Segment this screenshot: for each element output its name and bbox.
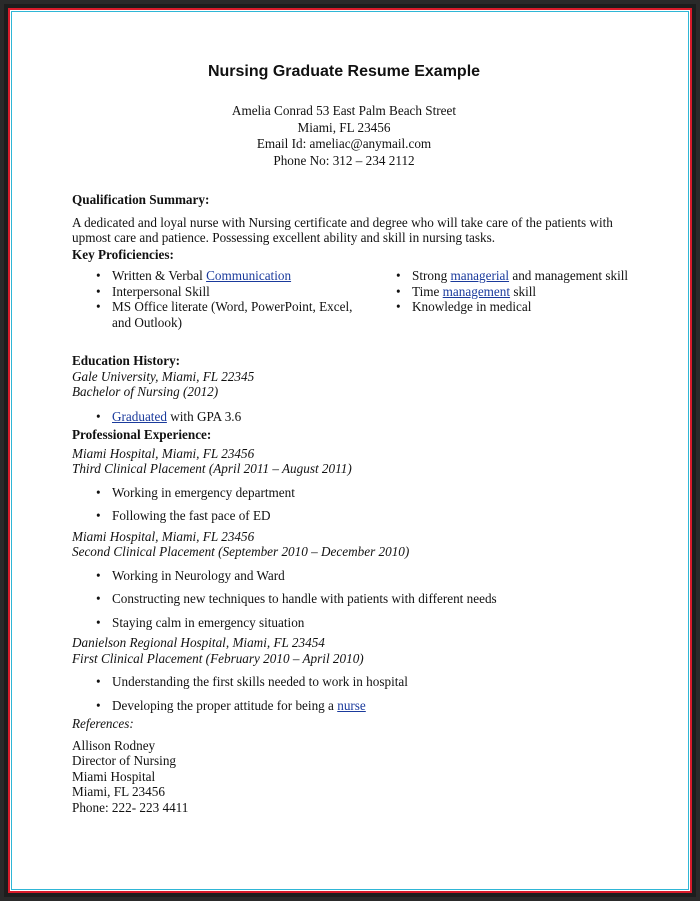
reference-name: Allison Rodney xyxy=(72,737,156,753)
experience-heading: Professional Experience: xyxy=(72,427,212,442)
qualification-heading: Qualification Summary: xyxy=(72,192,210,207)
nurse-link[interactable]: nurse xyxy=(337,697,366,713)
communication-link[interactable]: Communication xyxy=(206,268,292,283)
contact-email: Email Id: ameliac@anymail.com xyxy=(256,136,432,151)
list-item: • Strong managerial and management skill xyxy=(372,268,652,284)
list-item: • Knowledge in medical xyxy=(372,299,652,315)
management-link[interactable]: management xyxy=(442,283,511,299)
references-heading: References: xyxy=(72,716,134,731)
list-item: • Working in Neurology and Ward xyxy=(72,568,652,584)
contact-city: Miami, FL 23456 xyxy=(297,119,391,135)
list-item: • Time management skill xyxy=(372,284,652,300)
list-item: • Following the fast pace of ED xyxy=(72,508,652,524)
qualification-text: A dedicated and loyal nurse with Nursing certificate and degree who will take care of the patients with upmost care and patience. Possessing excellent ability and skill in nursing tasks. xyxy=(72,214,613,245)
list-item: • MS Office literate (Word, PowerPoint, Excel, and Outlook) xyxy=(72,299,372,330)
graduated-link[interactable]: Graduated xyxy=(112,408,167,424)
reference-phone: Phone: 222- 223 4411 xyxy=(72,799,189,815)
references-block xyxy=(72,738,652,816)
contact-phone: Phone No: 312 – 234 2112 xyxy=(273,152,415,168)
reference-title: Director of Nursing xyxy=(72,753,177,768)
education-school: Gale University, Miami, FL 22345 xyxy=(72,368,255,384)
reference-city: Miami, FL 23456 xyxy=(72,784,165,799)
job-bullets xyxy=(72,485,652,524)
list-item: • Constructing new techniques to handle with patients with different needs xyxy=(72,591,652,607)
education-heading: Education History: xyxy=(72,353,181,368)
list-item: • Developing the proper attitude for being a nurse xyxy=(72,698,652,714)
managerial-link[interactable]: managerial xyxy=(450,268,510,283)
job-role: First Clinical Placement (February 2010 – April 2010) xyxy=(72,650,364,666)
list-item: • Interpersonal Skill xyxy=(72,284,372,300)
reference-org: Miami Hospital xyxy=(72,768,156,784)
contact-block xyxy=(54,103,634,169)
job-place: Miami Hospital, Miami, FL 23456 xyxy=(72,445,255,461)
list-item: • Working in emergency department xyxy=(72,485,652,501)
education-bullets xyxy=(72,409,652,425)
job-place: Danielson Regional Hospital, Miami, FL 23454 xyxy=(72,635,325,650)
resume-document xyxy=(72,58,652,815)
job-role: Third Clinical Placement (April 2011 – August 2011) xyxy=(72,461,352,476)
contact-name-address: Amelia Conrad 53 East Palm Beach Street xyxy=(231,103,457,118)
list-item: • Understanding the first skills needed to work in hospital xyxy=(72,674,652,690)
list-item: • Written & Verbal Communication xyxy=(72,268,372,284)
page-title: Nursing Graduate Resume Example xyxy=(207,63,481,80)
job-bullets xyxy=(72,674,652,713)
job-role: Second Clinical Placement (September 2010 – December 2010) xyxy=(72,544,410,559)
job-place: Miami Hospital, Miami, FL 23456 xyxy=(72,528,255,544)
proficiencies-list xyxy=(72,268,652,330)
proficiencies-left xyxy=(72,268,372,330)
list-item: • Staying calm in emergency situation xyxy=(72,615,652,631)
list-item: • Graduated with GPA 3.6 xyxy=(72,409,652,425)
proficiencies-heading: Key Proficiencies: xyxy=(72,246,174,262)
proficiencies-right xyxy=(372,268,652,330)
education-degree: Bachelor of Nursing (2012) xyxy=(72,384,219,399)
job-bullets xyxy=(72,568,652,631)
